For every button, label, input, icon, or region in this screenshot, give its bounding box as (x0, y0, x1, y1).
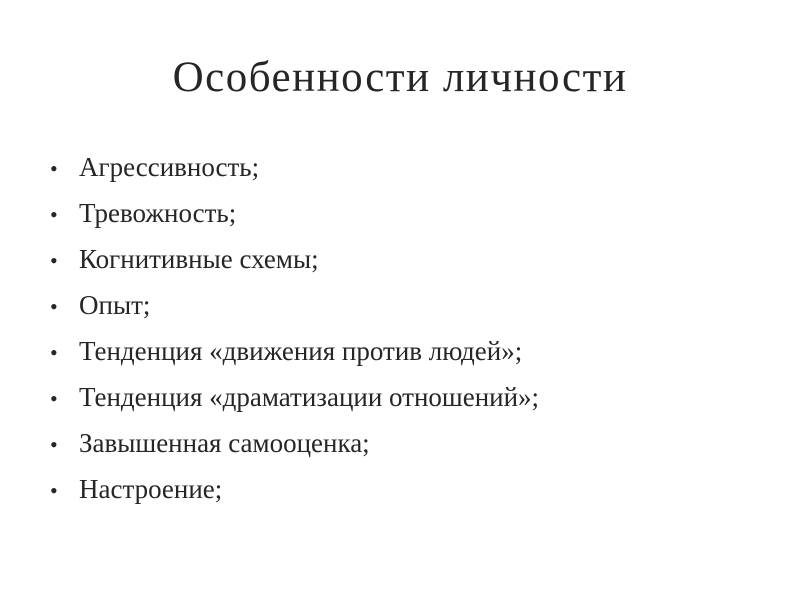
bullet-icon: • (50, 478, 58, 503)
list-item (50, 190, 770, 236)
bullet-list (50, 144, 770, 512)
bullet-icon: • (50, 248, 58, 273)
slide-title: Особенности личности (172, 54, 628, 101)
bullet-icon: • (50, 156, 58, 181)
list-item-text: Опыт; (79, 290, 151, 320)
list-item-text: Тревожность; (79, 198, 237, 228)
list-item-text: Когнитивные схемы; (79, 244, 319, 274)
list-item (50, 328, 770, 374)
list-item-text: Тенденция «движения против людей»; (79, 336, 523, 366)
bullet-icon: • (50, 340, 58, 365)
bullet-icon: • (50, 294, 58, 319)
list-item (50, 144, 770, 190)
list-item (50, 374, 770, 420)
list-item (50, 420, 770, 466)
bullet-icon: • (50, 202, 58, 227)
list-item (50, 282, 770, 328)
bullet-icon: • (50, 386, 58, 411)
list-item (50, 236, 770, 282)
list-item-text: Завышенная самооценка; (79, 428, 370, 458)
list-item-text: Настроение; (79, 474, 223, 504)
list-item (50, 466, 770, 512)
list-item-text: Агрессивность; (79, 152, 260, 182)
list-item-text: Тенденция «драматизации отношений»; (79, 382, 540, 412)
bullet-icon: • (50, 432, 58, 457)
